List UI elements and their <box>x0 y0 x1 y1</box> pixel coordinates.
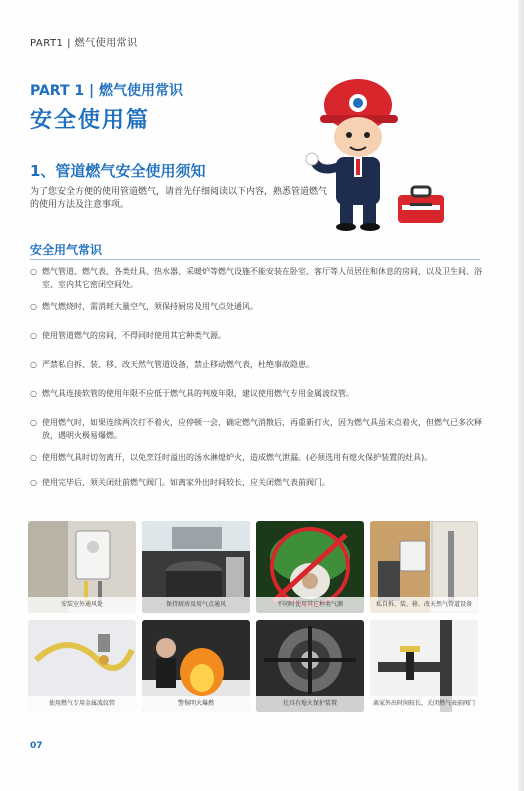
section-title: 1、管道燃气安全使用须知 <box>30 162 206 180</box>
safety-rule-text: 使用燃气具时切勿离开，以免烹饪时溢出的汤水淋熄炉火，造成燃气泄漏。(必须选用有熄火保护装置的灶具)。 <box>42 453 433 462</box>
intro-paragraph: 为了您安全方便的使用管道燃气，请首先仔细阅读以下内容，熟悉管道燃气的使用方法及注意事项。 <box>30 187 328 210</box>
photo-caption: 离家外出时间较长，关闭燃气表前阀门 <box>370 696 478 712</box>
photo-caption: 私自拆、装、移、改天然气管道设备 <box>370 597 478 613</box>
circle-bullet-icon: ○ <box>30 267 37 276</box>
photo-metal-hose <box>28 620 136 712</box>
circle-bullet-icon: ○ <box>30 331 37 340</box>
safety-rule-text: 严禁私自拆、装、移、改天然气管道设备，禁止移动燃气表，杜绝事故隐患。 <box>42 360 314 369</box>
circle-bullet-icon: ○ <box>30 418 37 427</box>
safety-rule-text: 使用完毕后，须关闭灶前燃气阀门。如离家外出时间较长，应关闭燃气表前阀门。 <box>42 478 330 487</box>
photo-outdoor-installation <box>28 521 136 613</box>
circle-bullet-icon: ○ <box>30 389 37 398</box>
safety-rule-text: 燃气具连接软管的使用年限不应低于燃气具的判废年限，建议使用燃气专用金属波纹管。 <box>42 389 354 398</box>
photo-caption: 保持厨房及用气点通风 <box>142 597 250 613</box>
section-divider <box>30 259 480 260</box>
photo-fire-risk <box>142 620 250 712</box>
safety-rule-item <box>30 265 495 291</box>
safety-rules-list <box>30 265 495 489</box>
circle-bullet-icon: ○ <box>30 302 37 311</box>
part-title: PART 1 | 燃气使用常识 <box>30 83 183 99</box>
safety-rule-item <box>30 358 495 371</box>
photo-kitchen-ventilation <box>142 521 250 613</box>
safety-rule-item <box>30 416 495 442</box>
page-number: 07 <box>30 741 43 751</box>
circle-bullet-icon: ○ <box>30 360 37 369</box>
photo-caption: 不同时使用其它种类气源 <box>256 597 364 613</box>
safety-rule-item <box>30 451 495 464</box>
gas-worker-mascot-illustration <box>298 75 508 235</box>
safety-rule-item <box>30 329 495 342</box>
photo-no-modification <box>370 521 478 613</box>
photo-flame-protection <box>256 620 364 712</box>
page-edge <box>518 0 524 791</box>
photo-caption: 使用燃气专用金属波纹管 <box>28 696 136 712</box>
safety-heading: 安全用气常识 <box>30 243 103 257</box>
safety-rule-text: 燃气管道、燃气表、各类灶具、热水器、采暖炉等燃气设施不能安装在卧室、客厅等人员居住和休息的房间，以及卫生间、浴室、室内其它密闭空间处。 <box>42 267 482 289</box>
main-title: 安全使用篇 <box>30 108 151 133</box>
safety-rule-text: 使用燃气时，如果连续两次打不着火，应停顿一会，确定燃气消散后，再重新打火，因为燃气具虽未点着火，但燃气已多次释放，遇明火极易爆燃。 <box>42 418 482 440</box>
safety-rule-text: 燃气燃烧时，需消耗大量空气，须保持厨房及用气点处通风。 <box>42 302 258 311</box>
circle-bullet-icon: ○ <box>30 478 37 487</box>
photo-single-gas-source <box>256 521 364 613</box>
photo-close-meter-valve <box>370 620 478 712</box>
photo-caption: 安装室外通风处 <box>28 597 136 613</box>
circle-bullet-icon: ○ <box>30 453 37 462</box>
safety-rule-item <box>30 300 495 313</box>
safety-rule-text: 使用管道燃气的房间，不得同时使用其它种类气源。 <box>42 331 226 340</box>
photo-caption: 灶具有熄火保护装置 <box>256 696 364 712</box>
safety-rule-item <box>30 476 495 489</box>
photo-caption: 警惕明火爆燃 <box>142 696 250 712</box>
running-header: PART1 | 燃气使用常识 <box>30 38 138 49</box>
safety-rule-item <box>30 387 495 400</box>
